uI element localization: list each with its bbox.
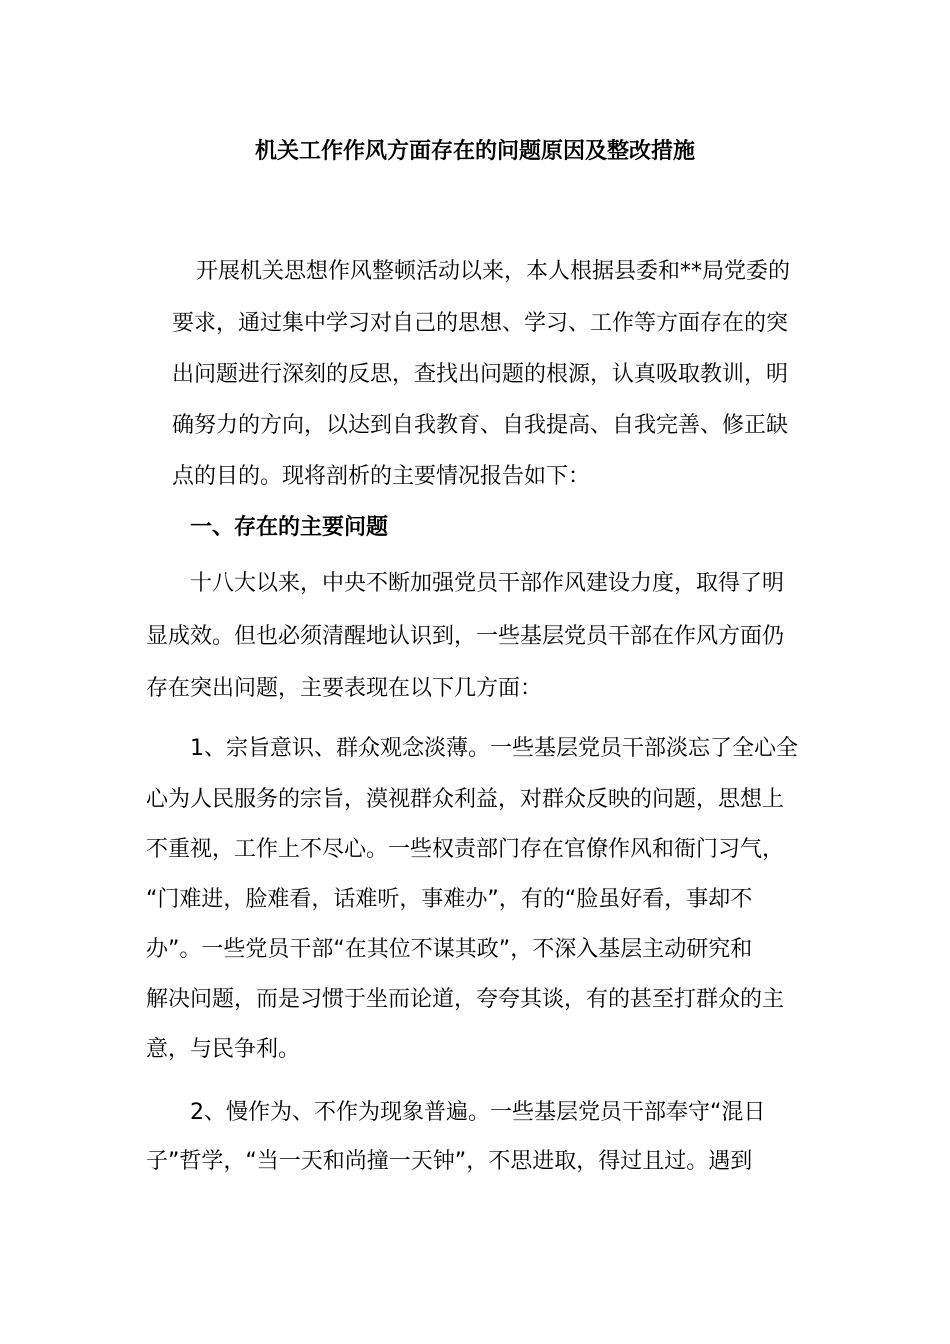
intro-line: 出问题进行深刻的反思，查找出问题的根源，认真吸取教训，明: [172, 362, 789, 387]
intro-line: 点的目的。现将剖析的主要情况报告如下：: [172, 464, 591, 489]
paragraph-line: 不重视，工作上不尽心。一些权责部门存在官僚作风和衙门习气，: [146, 837, 785, 862]
document-title: 机关工作作风方面存在的问题原因及整改措施: [254, 139, 695, 164]
intro-line: 确努力的方向，以达到自我教育、自我提高、自我完善、修正缺: [172, 413, 789, 438]
paragraph-line: 意，与民争利。: [146, 1037, 301, 1062]
section-heading: 一、存在的主要问题: [190, 515, 389, 540]
paragraph-line: 办”。一些党员干部“在其位不谋其政”，不深入基层主动研究和: [146, 937, 753, 962]
paragraph-line: 2、慢作为、不作为现象普遍。一些基层党员干部奉守“混日: [190, 1100, 766, 1125]
paragraph-line: “门难进，脸难看，话难听，事难办”，有的“脸虽好看，事却不: [146, 887, 753, 912]
intro-line: 要求，通过集中学习对自己的思想、学习、工作等方面存在的突: [172, 311, 789, 336]
paragraph-line: 解决问题，而是习惯于坐而论道，夸夸其谈，有的甚至打群众的主: [146, 987, 785, 1012]
paragraph-line: 存在突出问题，主要表现在以下几方面：: [146, 676, 543, 701]
paragraph-line: 显成效。但也必须清醒地认识到，一些基层党员干部在作风方面仍: [146, 624, 785, 649]
paragraph-line: 子”哲学，“当一天和尚撞一天钟”，不思进取，得过且过。遇到: [146, 1149, 753, 1174]
intro-line: 开展机关思想作风整顿活动以来，本人根据县委和**局党委的: [196, 259, 791, 284]
paragraph-line: 十八大以来，中央不断加强党员干部作风建设力度，取得了明: [190, 571, 785, 596]
paragraph-line: 1、宗旨意识、群众观念淡薄。一些基层党员干部淡忘了全心全: [190, 736, 798, 761]
paragraph-line: 心为人民服务的宗旨，漠视群众利益，对群众反映的问题，思想上: [146, 787, 785, 812]
